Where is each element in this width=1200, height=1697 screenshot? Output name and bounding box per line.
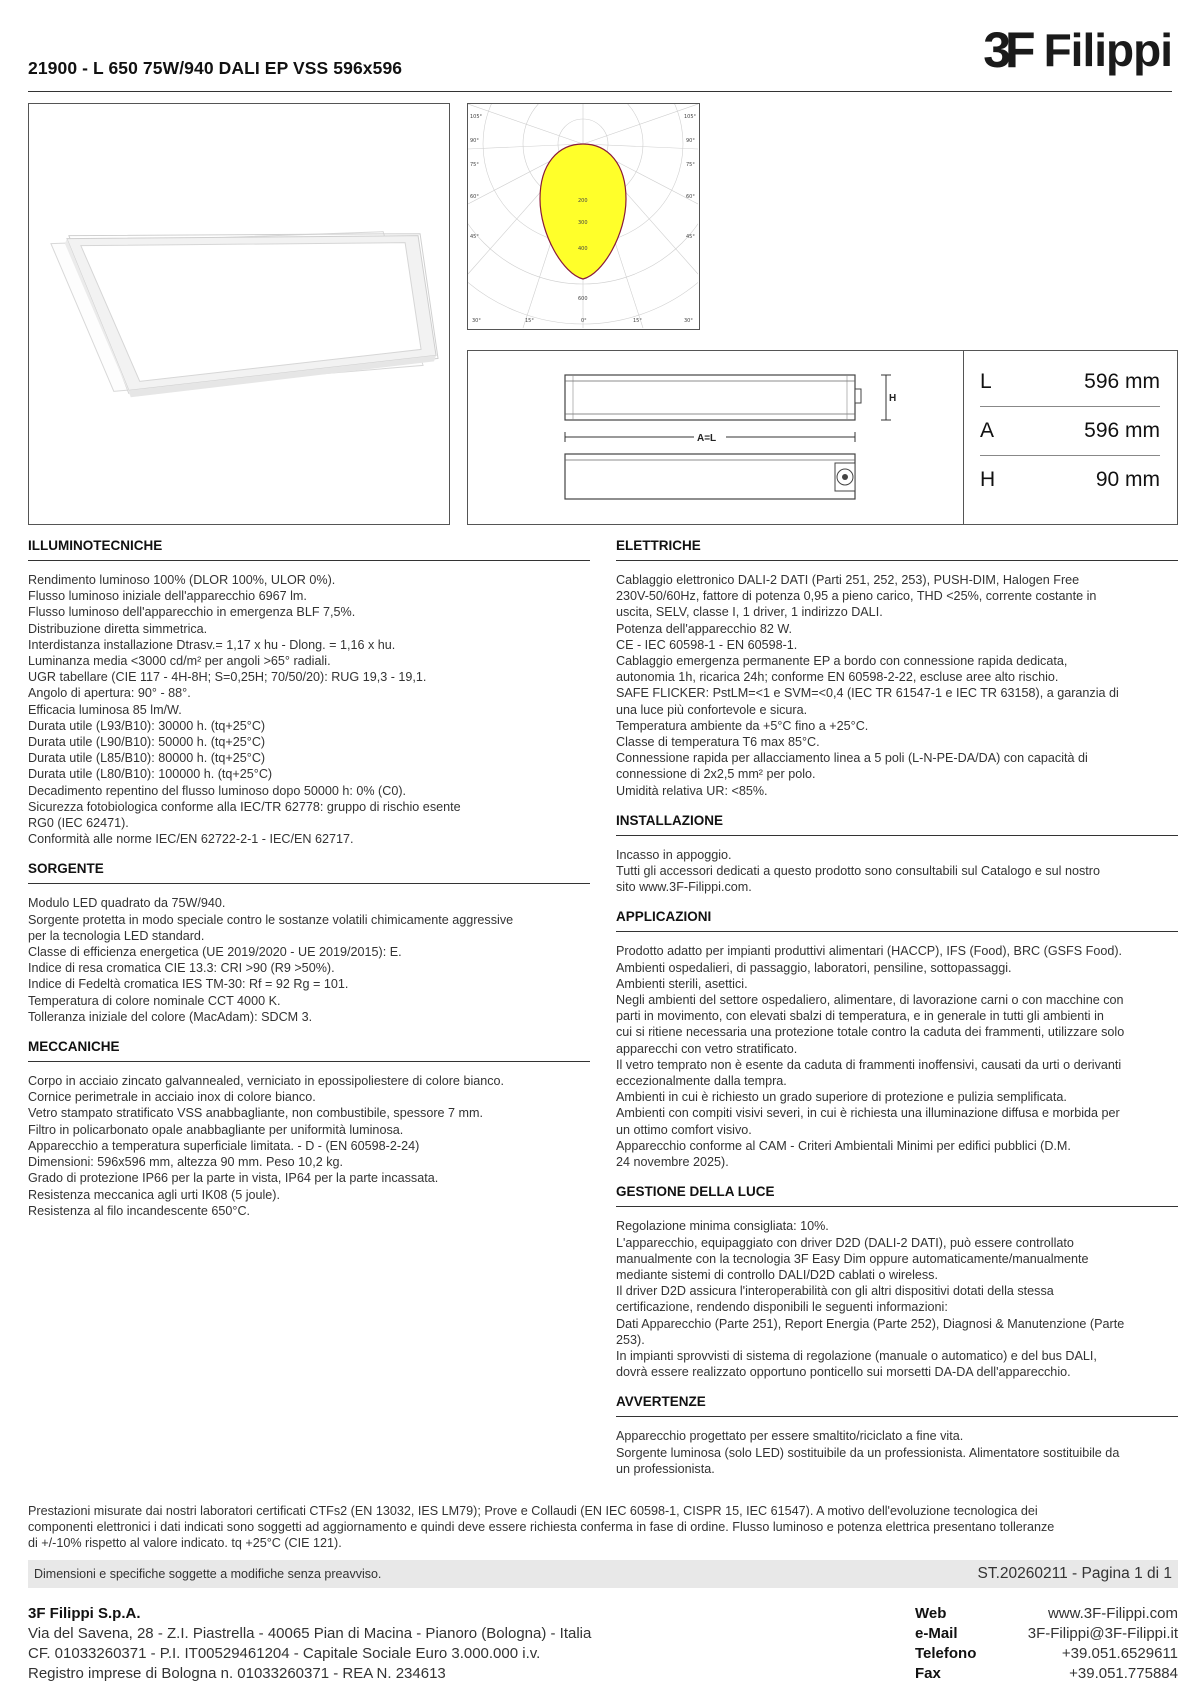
- section-line: un professionista.: [616, 1461, 715, 1476]
- polar-light-curve: [540, 144, 626, 279]
- section-line: Cablaggio elettronico DALI-2 DATI (Parti 251, 252, 253), PUSH-DIM, Halogen Free: [616, 573, 1080, 587]
- contact-label: Fax: [915, 1665, 941, 1682]
- dimension-box: [467, 350, 1178, 525]
- section-line: Cablaggio emergenza permanente EP a bordo con connessione rapida dedicata,: [616, 654, 1068, 669]
- section-line: CE - IEC 60598-1 - EN 60598-1.: [616, 637, 798, 652]
- dimension-row-l: [980, 358, 1160, 406]
- spec-section: [28, 538, 590, 847]
- section-line: Potenza dell'apparecchio 82 W.: [616, 621, 793, 636]
- contact-value: +39.051.775884: [1069, 1665, 1178, 1682]
- company-address: Via del Savena, 28 - Z.I. Piastrella - 40065 Pian di Macina - Pianoro (Bologna) - Italia: [28, 1625, 592, 1642]
- dimension-value: 596 mm: [1084, 418, 1160, 442]
- section-title: GESTIONE DELLA LUCE: [616, 1184, 1178, 1207]
- section-line: Sorgente luminosa (solo LED) sostituibile da un professionista. Alimentatore sostituibile da: [616, 1445, 1120, 1460]
- contact-label: e-Mail: [915, 1625, 958, 1642]
- section-title: ELETTRICHE: [616, 538, 1178, 561]
- logo-wordmark: Filippi: [1043, 24, 1172, 76]
- section-line: parti in movimento, con elevati sbalzi di temperatura, e in generale in tutti gli ambienti in: [616, 1009, 1104, 1024]
- section-line: un ottimo comfort visivo.: [616, 1122, 752, 1137]
- polar-right-label: 60°: [686, 194, 695, 200]
- spec-section: [28, 1039, 590, 1219]
- section-title: APPLICAZIONI: [616, 909, 1178, 932]
- polar-radial-label: 600: [578, 296, 588, 302]
- section-line: Distribuzione diretta simmetrica.: [28, 621, 208, 636]
- polar-right-label: 90°: [686, 138, 695, 144]
- left-column: [28, 538, 590, 1233]
- section-line: Interdistanza installazione Dtrasv.= 1,17 x hu - Dlong. = 1,16 x hu.: [28, 637, 396, 652]
- spec-section: [28, 861, 590, 1025]
- polar-radial-label: 200: [578, 198, 588, 204]
- spec-section: [616, 813, 1178, 896]
- polar-right-label: 105°: [684, 114, 697, 120]
- dimension-key: A: [980, 418, 995, 442]
- spec-section: [616, 1184, 1178, 1380]
- section-line: certificazione, rendendo disponibili le seguenti informazioni:: [616, 1300, 948, 1315]
- section-line: Tolleranza iniziale del colore (MacAdam): SDCM 3.: [28, 1009, 313, 1024]
- contact-web: [915, 1604, 1178, 1624]
- section-line: Filtro in policarbonato opale anabbagliante per uniformità luminosa.: [28, 1122, 404, 1137]
- dimensions-table: [963, 350, 1176, 525]
- section-line: Connessione rapida per allacciamento linea a 5 poli (L-N-PE-DA/DA) con capacità di: [616, 751, 1088, 766]
- section-line: Temperatura di colore nominale CCT 4000 K.: [28, 993, 281, 1008]
- contact-phone: [915, 1644, 1178, 1664]
- section-line: Indice di Fedeltà cromatica IES TM-30: Rf = 92 Rg = 101.: [28, 977, 349, 992]
- section-line: Ambienti con compiti visivi severi, in cui è richiesta una illuminazione diffusa e morbida per: [616, 1106, 1120, 1121]
- section-line: sito www.3F-Filippi.com.: [616, 880, 752, 895]
- section-line: UGR tabellare (CIE 117 - 4H-8H; S=0,25H; 70/50/20): RUG 19,3 - 19,1.: [28, 670, 427, 685]
- polar-bottom-label: 0°: [581, 318, 587, 324]
- contact-fax: [915, 1664, 1178, 1684]
- dimension-key: L: [980, 369, 992, 393]
- polar-diagram-box: [467, 103, 700, 330]
- company-name: 3F Filippi S.p.A.: [28, 1605, 141, 1622]
- section-line: autonomia 1h, ricarica 24h; conforme EN 60598-2-22, escluse aree alto rischio.: [616, 670, 1059, 685]
- footnote: [28, 1503, 1178, 1552]
- section-line: Temperatura ambiente da +5°C fino a +25°C.: [616, 718, 869, 733]
- section-line: Conformità alle norme IEC/EN 62722-2-1 - IEC/EN 62717.: [28, 832, 354, 847]
- contact-value[interactable]: www.3F-Filippi.com: [1047, 1605, 1178, 1622]
- section-line: Tutti gli accessori dedicati a questo prodotto sono consultabili sul Catalogo e sul nostro: [616, 864, 1100, 879]
- company-registry: Registro imprese di Bologna n. 01033260371 - REA N. 234613: [28, 1665, 446, 1682]
- contact-email: [915, 1624, 1178, 1644]
- section-title: SORGENTE: [28, 861, 590, 884]
- section-line: connessione di 2x2,5 mm² per polo.: [616, 767, 816, 782]
- contact-value[interactable]: +39.051.6529611: [1061, 1645, 1178, 1662]
- spec-section: [616, 1394, 1178, 1477]
- section-line: RG0 (IEC 62471).: [28, 816, 129, 831]
- section-line: Dati Apparecchio (Parte 251), Report Energia (Parte 252), Diagnosi & Manutenzione (Parte: [616, 1316, 1125, 1331]
- footnote-line: componenti elettronici i dati indicati sono soggetti ad aggiornamento e quindi deve essere richiesta conferma in fase di ordine. Flusso luminoso e potenza elettrica presentano tolleranze: [28, 1520, 1055, 1535]
- section-line: Negli ambienti del settore ospedaliero, alimentare, di lavorazione carni o con macchine con: [616, 993, 1124, 1008]
- company-logo: [983, 22, 1172, 78]
- section-line: In impianti sprovvisti di sistema di regolazione (manuale o automatico) e del bus DALI,: [616, 1348, 1097, 1363]
- dimension-drawing: [468, 351, 958, 523]
- polar-radial-label: 400: [578, 246, 588, 252]
- section-line: Il vetro temprato non è esente da caduta di frammenti inoffensivi, causati da urti o derivanti: [616, 1057, 1122, 1072]
- section-line: Apparecchio progettato per essere smaltito/riciclato a fine vita.: [616, 1429, 964, 1444]
- section-line: Rendimento luminoso 100% (DLOR 100%, ULOR 0%).: [28, 573, 336, 587]
- product-image: [29, 104, 448, 523]
- logo-mark: 3F: [983, 22, 1030, 78]
- header-rule: [28, 91, 1172, 92]
- section-line: Decadimento repentino del flusso luminoso dopo 50000 h: 0% (C0).: [28, 783, 407, 798]
- section-line: Flusso luminoso dell'apparecchio in emergenza BLF 7,5%.: [28, 605, 356, 620]
- section-line: Efficacia luminosa 85 lm/W.: [28, 702, 182, 717]
- dimension-row-h: [980, 455, 1160, 504]
- section-line: manualmente con la tecnologia 3F Easy Dim oppure automaticamente/manualmente: [616, 1251, 1089, 1266]
- contact-label: Telefono: [915, 1645, 977, 1662]
- polar-left-label: 45°: [470, 234, 479, 240]
- spec-section: [616, 909, 1178, 1170]
- contacts: [915, 1604, 1178, 1684]
- right-column: [616, 538, 1178, 1491]
- polar-left-label: 105°: [470, 114, 483, 120]
- section-line: 24 novembre 2025).: [616, 1155, 729, 1170]
- section-line: Angolo di apertura: 90° - 88°.: [28, 686, 191, 701]
- section-line: cui si ritiene necessaria una protezione totale contro la caduta dei frammenti, utilizzare solo: [616, 1025, 1125, 1040]
- polar-bottom-label: 30°: [472, 318, 481, 324]
- footnote-line: Prestazioni misurate dai nostri laboratori certificati CTFs2 (EN 13032, IES LM79); Prove e Collaudi (EN IEC 60598-1, CISPR 15, IEC 61547). A motivo dell'evoluzione tecnologica dei: [28, 1504, 1038, 1518]
- section-line: Durata utile (L90/B10): 50000 h. (tq+25°C): [28, 735, 266, 750]
- polar-radial-label: 300: [578, 220, 588, 226]
- section-line: uscita, SELV, classe I, 1 driver, 1 indirizzo DALI.: [616, 605, 883, 620]
- section-line: Durata utile (L85/B10): 80000 h. (tq+25°C): [28, 751, 266, 766]
- dimension-row-a: [980, 406, 1160, 455]
- section-line: dovrà essere realizzato opportuno ponticello sui morsetti DA-DA dell'apparecchio.: [616, 1365, 1071, 1380]
- polar-left-label: 60°: [470, 194, 479, 200]
- polar-bottom-label: 15°: [525, 318, 534, 324]
- section-title: AVVERTENZE: [616, 1394, 1178, 1417]
- page-reference: ST.20260211 - Pagina 1 di 1: [977, 1565, 1172, 1582]
- section-line: per la tecnologia LED standard.: [28, 928, 205, 943]
- drawing-h-label: H: [889, 393, 897, 404]
- section-line: eccezionalmente dalla tempra.: [616, 1074, 787, 1089]
- drawing-al-label: A=L: [697, 433, 717, 444]
- section-line: Regolazione minima consigliata: 10%.: [616, 1219, 829, 1234]
- section-line: Prodotto adatto per impianti produttivi alimentari (HACCP), IFS (Food), BRC (GSFS Food).: [616, 944, 1123, 959]
- section-line: Resistenza meccanica agli urti IK08 (5 joule).: [28, 1187, 280, 1202]
- section-line: una luce più confortevole e sicura.: [616, 702, 808, 717]
- notice-bar: [28, 1560, 1178, 1588]
- section-line: Ambienti ospedalieri, di passaggio, laboratori, pensiline, sottopassaggi.: [616, 960, 1012, 975]
- section-line: Cornice perimetrale in acciaio inox di colore bianco.: [28, 1090, 316, 1105]
- section-line: Durata utile (L93/B10): 30000 h. (tq+25°C): [28, 718, 266, 733]
- section-line: Incasso in appoggio.: [616, 847, 732, 862]
- polar-right-label: 75°: [686, 162, 695, 168]
- section-line: Durata utile (L80/B10): 100000 h. (tq+25°C): [28, 767, 273, 782]
- section-line: mediante sistemi di controllo DALI/D2D cablati o wireless.: [616, 1267, 938, 1282]
- section-line: Umidità relativa UR: <85%.: [616, 783, 768, 798]
- section-line: Il driver D2D assicura l'interoperabilità con gli altri dispositivi dotati della stessa: [616, 1284, 1054, 1299]
- section-line: L'apparecchio, equipaggiato con driver D2D (DALI-2 DATI), può essere controllato: [616, 1235, 1074, 1250]
- polar-bottom-label: 30°: [684, 318, 693, 324]
- section-line: Ambienti sterili, asettici.: [616, 976, 748, 991]
- section-line: Ambienti in cui è richiesto un grado superiore di protezione e pulizia semplificata.: [616, 1090, 1067, 1105]
- section-line: Sicurezza fotobiologica conforme alla IEC/TR 62778: gruppo di rischio esente: [28, 799, 461, 814]
- section-line: Classe di efficienza energetica (UE 2019/2020 - UE 2019/2015): E.: [28, 945, 402, 960]
- company-tax-info: CF. 01033260371 - P.I. IT00529461204 - Capitale Sociale Euro 3.000.000 i.v.: [28, 1645, 541, 1662]
- section-line: SAFE FLICKER: PstLM=<1 e SVM=<0,4 (IEC TR 61547-1 e IEC TR 63158), a garanzia di: [616, 686, 1119, 701]
- spec-section: [616, 538, 1178, 799]
- polar-diagram: [468, 104, 698, 328]
- polar-left-label: 90°: [470, 138, 479, 144]
- disclaimer-text: Dimensioni e specifiche soggette a modifiche senza preavviso.: [34, 1567, 382, 1581]
- section-line: Flusso luminoso iniziale dell'apparecchio 6967 lm.: [28, 589, 307, 604]
- dimension-value: 596 mm: [1084, 369, 1160, 393]
- product-image-box: [28, 103, 450, 525]
- dimension-key: H: [980, 467, 996, 491]
- contact-label: Web: [915, 1605, 947, 1622]
- company-info: [28, 1604, 591, 1684]
- section-line: Classe di temperatura T6 max 85°C.: [616, 735, 820, 750]
- footnote-line: di +/-10% rispetto al valore indicato. tq +25°C (CIE 121).: [28, 1536, 342, 1551]
- section-line: Corpo in acciaio zincato galvannealed, verniciato in epossipoliestere di colore bianco.: [28, 1074, 505, 1089]
- polar-left-label: 75°: [470, 162, 479, 168]
- section-line: Apparecchio conforme al CAM - Criteri Ambientali Minimi per edifici pubblici (D.M.: [616, 1138, 1071, 1153]
- section-line: Luminanza media <3000 cd/m² per angoli >65° radiali.: [28, 654, 331, 669]
- section-line: Modulo LED quadrato da 75W/940.: [28, 896, 226, 911]
- section-line: Resistenza al filo incandescente 650°C.: [28, 1203, 251, 1218]
- section-line: Sorgente protetta in modo speciale contro le sostanze volatili chimicamente aggressive: [28, 912, 514, 927]
- section-line: Dimensioni: 596x596 mm, altezza 90 mm. Peso 10,2 kg.: [28, 1155, 343, 1170]
- section-line: apparecchi con vetro stratificato.: [616, 1041, 798, 1056]
- section-title: INSTALLAZIONE: [616, 813, 1178, 836]
- polar-right-label: 45°: [686, 234, 695, 240]
- dimension-value: 90 mm: [1095, 467, 1160, 491]
- section-line: 253).: [616, 1332, 645, 1347]
- section-line: 230V-50/60Hz, fattore di potenza 0,95 a pieno carico, THD <25%, corrente costante in: [616, 589, 1097, 604]
- section-title: ILLUMINOTECNICHE: [28, 538, 590, 561]
- section-title: MECCANICHE: [28, 1039, 590, 1062]
- section-line: Grado di protezione IP66 per la parte in vista, IP64 per la parte incassata.: [28, 1171, 439, 1186]
- polar-bottom-label: 15°: [633, 318, 642, 324]
- contact-value[interactable]: 3F-Filippi@3F-Filippi.it: [1027, 1625, 1178, 1642]
- section-line: Apparecchio a temperatura superficiale limitata. - D - (EN 60598-2-24): [28, 1138, 420, 1153]
- section-line: Vetro stampato stratificato VSS anabbagliante, non combustibile, spessore 7 mm.: [28, 1106, 484, 1121]
- product-title: 21900 - L 650 75W/940 DALI EP VSS 596x596: [28, 58, 403, 78]
- section-line: Indice di resa cromatica CIE 13.3: CRI >90 (R9 >50%).: [28, 961, 335, 976]
